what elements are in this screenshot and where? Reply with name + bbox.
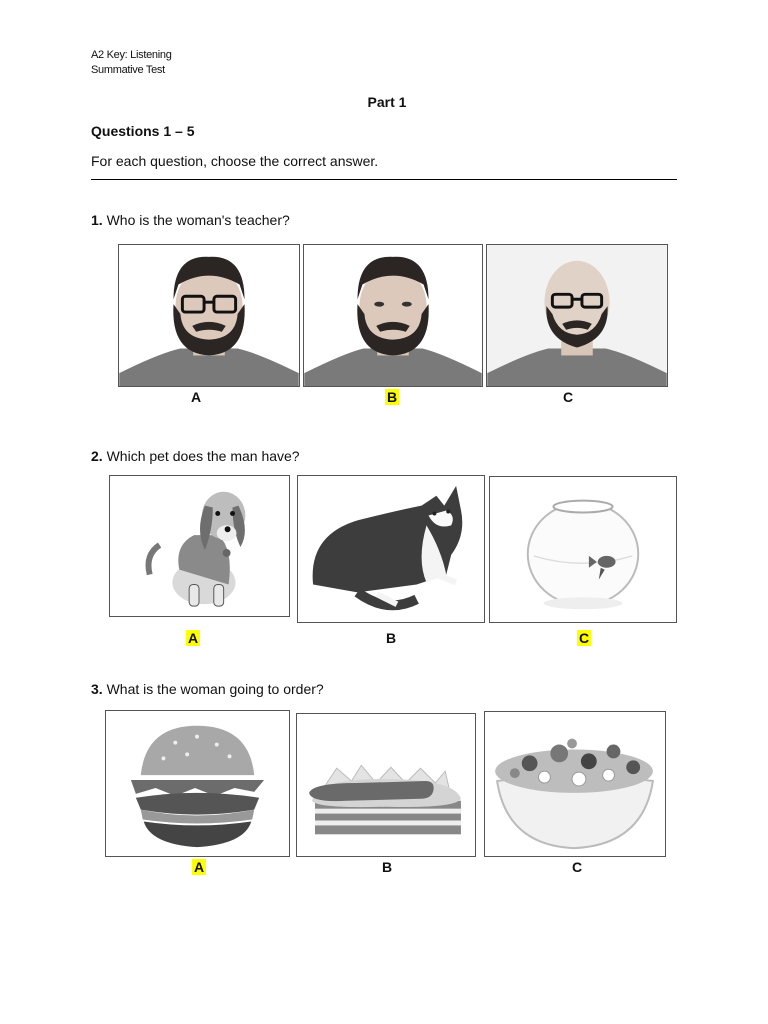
question-1 [91, 212, 290, 228]
man-beard-icon [304, 245, 482, 386]
hot-dog-icon [297, 714, 475, 856]
man-glasses-beard-icon [119, 245, 299, 386]
header-line-2: Summative Test [91, 64, 165, 76]
questions-range: Questions 1 – 5 [91, 123, 195, 139]
q3-option-b-label[interactable]: B [382, 859, 393, 875]
divider-line [91, 179, 677, 180]
q3-option-b-image[interactable] [296, 713, 476, 857]
question-2-text: Which pet does the man have? [106, 448, 300, 464]
question-1-text: Who is the woman's teacher? [106, 212, 290, 228]
q2-option-c-image[interactable] [489, 476, 677, 623]
q1-option-a-label[interactable]: A [191, 389, 202, 405]
part-title: Part 1 [367, 94, 407, 110]
header-line-1: A2 Key: Listening [91, 49, 172, 61]
q2-option-b-image[interactable] [297, 475, 485, 623]
q3-option-c-label[interactable]: C [572, 859, 583, 875]
q1-option-b-image[interactable] [303, 244, 483, 387]
salad-bowl-icon [485, 712, 665, 856]
hamburger-icon [106, 711, 289, 856]
q3-option-a-image[interactable] [105, 710, 290, 857]
q3-option-c-image[interactable] [484, 711, 666, 857]
bald-man-glasses-goatee-icon [487, 245, 667, 386]
question-3-number: 3. [91, 681, 103, 697]
q3-option-a-label[interactable]: A [194, 859, 205, 875]
q1-option-c-label[interactable]: C [563, 389, 574, 405]
goldfish-bowl-icon [490, 477, 676, 622]
question-3 [91, 681, 324, 697]
q1-option-b-label[interactable]: B [387, 389, 398, 405]
question-2 [91, 448, 300, 464]
question-1-number: 1. [91, 212, 103, 228]
q2-option-c-label[interactable]: C [579, 630, 590, 646]
cat-icon [298, 476, 484, 622]
question-3-text: What is the woman going to order? [106, 681, 324, 697]
q2-option-a-label[interactable]: A [188, 630, 199, 646]
instruction-text: For each question, choose the correct answer. [91, 153, 379, 169]
q1-option-c-image[interactable] [486, 244, 668, 387]
q2-option-b-label[interactable]: B [386, 630, 397, 646]
q2-option-a-image[interactable] [109, 475, 290, 617]
q1-option-a-image[interactable] [118, 244, 300, 387]
question-2-number: 2. [91, 448, 103, 464]
beagle-dog-icon [110, 476, 289, 616]
